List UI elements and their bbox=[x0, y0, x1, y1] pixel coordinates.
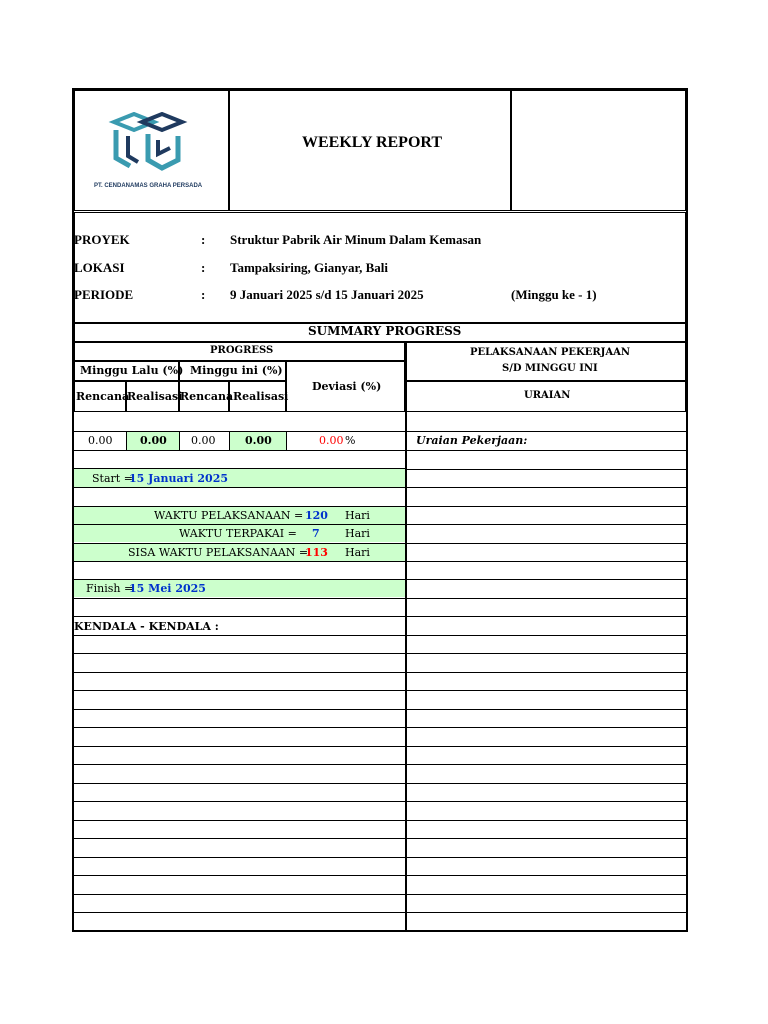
row-line bbox=[406, 469, 686, 470]
row-line bbox=[74, 487, 686, 488]
start-label: Start = bbox=[92, 472, 133, 485]
ini-rencana-header: Rencana bbox=[180, 390, 234, 403]
row-line bbox=[74, 690, 686, 691]
row-line bbox=[74, 598, 686, 599]
row-line bbox=[74, 838, 686, 839]
ini-rencana-value: 0.00 bbox=[191, 434, 216, 447]
deviasi-percent: % bbox=[345, 434, 356, 447]
row-line bbox=[74, 561, 686, 562]
deviasi-value: 0.00 bbox=[319, 434, 344, 447]
waktu-pelaksanaan-value: 120 bbox=[305, 509, 328, 522]
periode-value: 9 Januari 2025 s/d 15 Januari 2025 bbox=[230, 287, 424, 302]
row-line bbox=[74, 764, 686, 765]
lalu-rencana-header: Rencana bbox=[76, 390, 130, 403]
waktu-pelaksanaan-unit: Hari bbox=[345, 509, 370, 522]
cell-divider bbox=[286, 431, 287, 450]
row-line bbox=[74, 653, 686, 654]
pelaksanaan-header-line1: PELAKSANAAN PEKERJAAN bbox=[470, 347, 631, 358]
lalu-realisasi-header: Realisasi bbox=[127, 390, 183, 403]
waktu-terpakai-value: 7 bbox=[312, 527, 320, 540]
sisa-waktu-unit: Hari bbox=[345, 546, 370, 559]
uraian-header: URAIAN bbox=[524, 390, 571, 401]
row-line bbox=[74, 450, 686, 451]
empty-header-cell bbox=[511, 90, 686, 211]
minggu-lalu-header: Minggu Lalu (%) bbox=[80, 364, 184, 377]
sisa-waktu-value: 113 bbox=[305, 546, 328, 559]
waktu-pelaksanaan-label: WAKTU PELAKSANAAN = bbox=[154, 509, 304, 522]
finish-label: Finish = bbox=[86, 582, 134, 595]
periode-label: PERIODE bbox=[74, 287, 134, 302]
finish-value: 15 Mei 2025 bbox=[129, 582, 206, 595]
row-line bbox=[74, 746, 686, 747]
row-line bbox=[74, 635, 686, 636]
row-line bbox=[74, 727, 686, 728]
minggu-ini-header: Minggu ini (%) bbox=[190, 364, 283, 377]
waktu-terpakai-unit: Hari bbox=[345, 527, 370, 540]
row-line bbox=[74, 468, 406, 469]
logo-mark-icon bbox=[108, 112, 188, 176]
row-line bbox=[74, 524, 686, 525]
row-line bbox=[74, 857, 686, 858]
pelaksanaan-header-line2: S/D MINGGU INI bbox=[502, 363, 598, 374]
row-line bbox=[74, 506, 686, 507]
row-line bbox=[74, 709, 686, 710]
progress-header: PROGRESS bbox=[210, 345, 274, 356]
ini-realisasi-value: 0.00 bbox=[245, 434, 272, 447]
row-line bbox=[74, 579, 686, 580]
ini-realisasi-header: Realisasi bbox=[233, 390, 289, 403]
start-value: 15 Januari 2025 bbox=[129, 472, 229, 485]
proyek-label: PROYEK bbox=[74, 232, 130, 247]
row-line bbox=[74, 801, 686, 802]
row-line bbox=[74, 912, 686, 913]
uraian-pekerjaan-label: Uraian Pekerjaan: bbox=[416, 434, 528, 447]
lokasi-value: Tampaksiring, Gianyar, Bali bbox=[230, 260, 388, 275]
kendala-label: KENDALA - KENDALA : bbox=[74, 620, 219, 633]
lokasi-colon: : bbox=[201, 260, 206, 275]
row-line bbox=[74, 783, 686, 784]
cell-divider bbox=[126, 431, 127, 450]
summary-title: SUMMARY PROGRESS bbox=[308, 324, 462, 338]
row-line bbox=[74, 875, 686, 876]
lokasi-label: LOKASI bbox=[74, 260, 125, 275]
cell-divider bbox=[229, 431, 230, 450]
periode-colon: : bbox=[201, 287, 206, 302]
row-line bbox=[74, 431, 686, 432]
deviasi-header: Deviasi (%) bbox=[312, 380, 382, 393]
row-line bbox=[74, 894, 686, 895]
proyek-value: Struktur Pabrik Air Minum Dalam Kemasan bbox=[230, 232, 482, 247]
lalu-rencana-value: 0.00 bbox=[88, 434, 113, 447]
lalu-realisasi-value: 0.00 bbox=[140, 434, 167, 447]
sisa-waktu-label: SISA WAKTU PELAKSANAAN = bbox=[128, 546, 309, 559]
row-line bbox=[74, 616, 686, 617]
proyek-colon: : bbox=[201, 232, 206, 247]
company-logo bbox=[108, 112, 188, 176]
cell-divider bbox=[179, 431, 180, 450]
row-line bbox=[74, 820, 686, 821]
company-name: PT. CENDANAMAS GRAHA PERSADA bbox=[94, 183, 203, 189]
report-title: WEEKLY REPORT bbox=[302, 134, 443, 151]
row-line bbox=[74, 543, 686, 544]
row-line bbox=[74, 672, 686, 673]
waktu-terpakai-label: WAKTU TERPAKAI = bbox=[179, 527, 297, 540]
minggu-ke: (Minggu ke - 1) bbox=[511, 287, 597, 302]
